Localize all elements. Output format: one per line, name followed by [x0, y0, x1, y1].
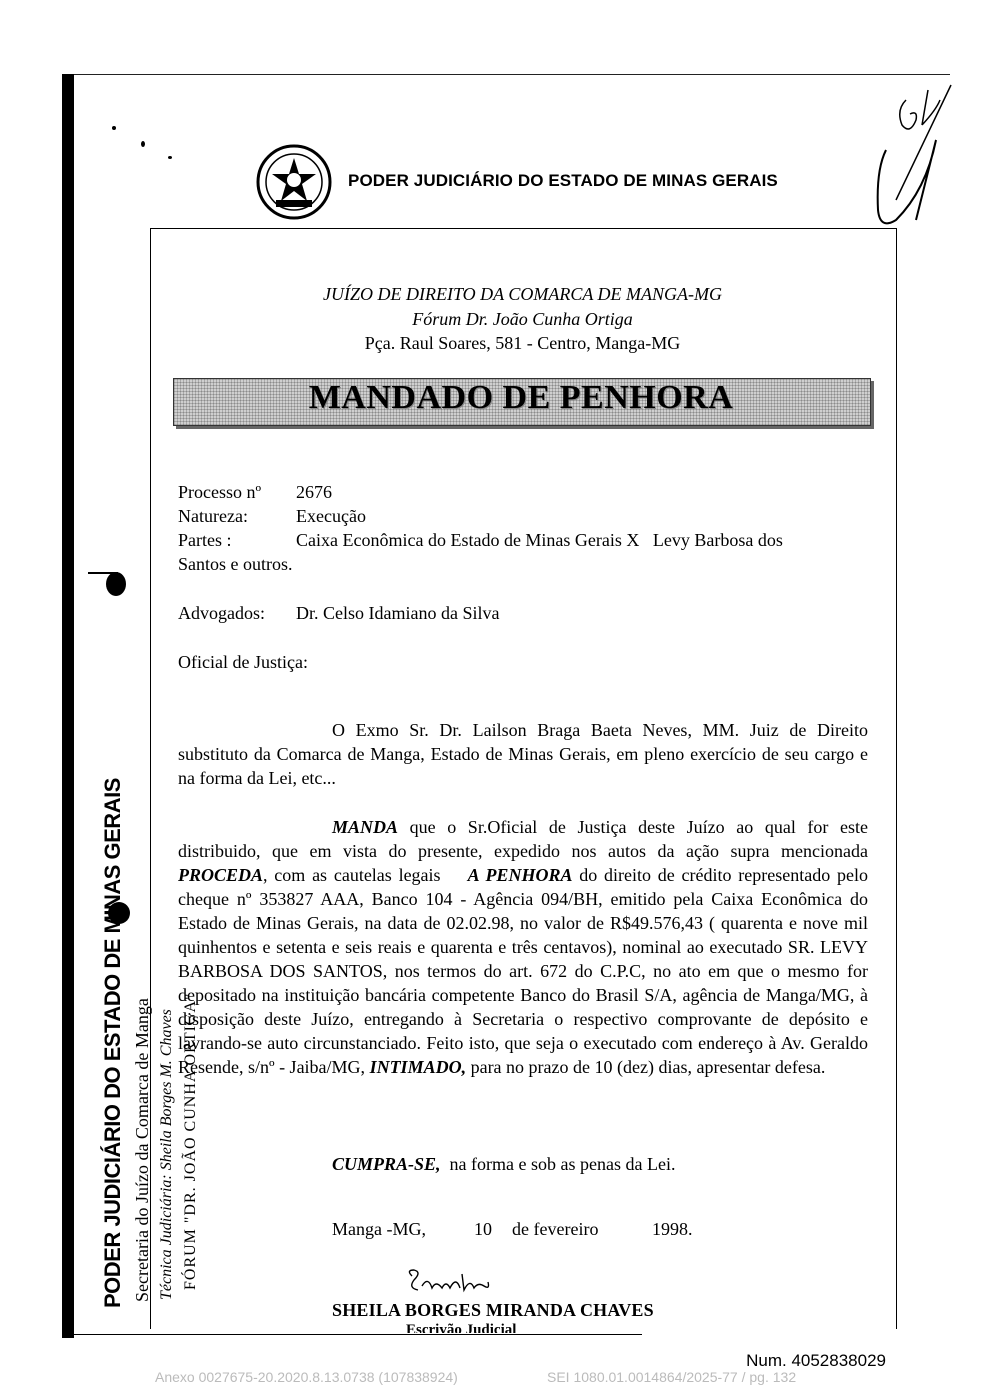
intro-first-line: O Exmo Sr. Dr. Lailson Braga Baeta Neves, MM. Juiz de Direito: [332, 720, 868, 740]
penhora-keyword: A PENHORA: [467, 865, 573, 885]
date-city: Manga -MG,: [332, 1219, 426, 1239]
intro-paragraph: [178, 718, 868, 790]
header-title: PODER JUDICIÁRIO DO ESTADO DE MINAS GERAIS: [348, 171, 778, 190]
order-text-2: , com as cautelas legais: [263, 865, 468, 885]
signer-name: SHEILA BORGES MIRANDA CHAVES: [332, 1300, 654, 1320]
date-month: de fevereiro: [512, 1219, 599, 1239]
partes-continued: Santos e outros.: [178, 554, 293, 574]
left-margin-bar: [62, 74, 74, 1338]
annex-reference: Anexo 0027675-20.2020.8.13.0738 (107838924): [155, 1369, 458, 1385]
partes-value: Caixa Econômica do Estado de Minas Gerais X Levy Barbosa dos: [296, 530, 783, 550]
manda-keyword: MANDA: [332, 817, 399, 837]
date-year: 1998.: [652, 1219, 693, 1239]
stamp-line-2: Secretaria do Juízo da Comarca de Manga: [132, 998, 152, 1302]
state-seal-icon: [256, 144, 332, 220]
proceda-keyword: PROCEDA: [178, 865, 264, 885]
closing-line: [332, 1152, 675, 1176]
ink-speck: [141, 141, 145, 147]
partes-label: Partes :: [178, 530, 232, 550]
processo-value: 2676: [296, 482, 332, 502]
stamp-line-4: FÓRUM "DR. JOÃO CUNHA ORTIGA": [182, 992, 199, 1290]
cumpra-keyword: CUMPRA-SE,: [332, 1154, 441, 1174]
order-text-1: que o Sr.Oficial de Justiça deste Juízo ao qual for este distribuido, que em vista do presente, expedido nos autos da ação supra mencionada: [178, 817, 868, 861]
signer-role: Escrivão Judicial: [406, 1322, 517, 1333]
order-text-3: do direito de crédito representado pelo cheque nº 353827 AAA, Banco 104 - Agência 094/BH, emitido pela Caixa Econômica do Estado de Minas Gerais, na data de 02.02.98, no valor de R$49.576,43 ( quarenta e nove mil quinhentos e setenta e seis reais e quarenta e três centavos), nominal ao executado SR. LEVY BARBOSA DOS SANTOS, nos termos do art. 672 do C.P.C, no ato em que o mesmo for depositado na instituição bancária competente Banco do Brasil S/A, agência de Manga/MG, à disposição deste Juízo, entregando à Secretaria o respectivo comprovante de depósito e lavrando-se auto circunstanciado. Feito isto, que seja o executado com endereço à Av. Geraldo Resende, s/nº - Jaiba/MG,: [178, 865, 868, 1077]
handwritten-signature: [404, 1266, 494, 1298]
bottom-border: [62, 1334, 642, 1335]
court-address: Pça. Raul Soares, 581 - Centro, Manga-MG: [364, 333, 681, 353]
sei-reference: SEI 1080.01.0014864/2025-77 / pg. 132: [547, 1369, 797, 1385]
date-day: 10: [474, 1219, 492, 1239]
ink-speck: [112, 126, 116, 130]
order-paragraph: [178, 815, 868, 1079]
natureza-value: Execução: [296, 506, 366, 526]
court-name: JUÍZO DE DIREITO DA COMARCA DE MANGA-MG: [323, 284, 722, 304]
stamp-line-1: PODER JUDICIÁRIO DO ESTADO DE MINAS GERAIS: [100, 778, 125, 1308]
advogados-value: Dr. Celso Idamiano da Silva: [296, 603, 500, 623]
advogados-label: Advogados:: [178, 603, 265, 623]
ink-speck: [168, 156, 172, 159]
stamp-line-3: Técnica Judiciária: Sheila Borges M. Chaves: [158, 1009, 175, 1300]
processo-label: Processo nº: [178, 482, 262, 502]
intimado-keyword: INTIMADO,: [369, 1057, 467, 1077]
natureza-label: Natureza:: [178, 506, 248, 526]
hole-punch-mark: [106, 572, 126, 596]
handwritten-page-number: [866, 80, 956, 230]
document-number: Num. 4052838029: [746, 1351, 886, 1370]
oficial-label: Oficial de Justiça:: [178, 652, 308, 672]
intro-rest: substituto da Comarca de Manga, Estado de Minas Gerais, em pleno exercício de seu cargo e na forma da Lei, etc...: [178, 744, 868, 788]
ink-dash: [88, 572, 118, 574]
closing-rest: na forma e sob as penas da Lei.: [440, 1154, 676, 1174]
document-title: MANDADO DE PENHORA: [308, 379, 734, 416]
top-border: [62, 74, 950, 75]
order-text-4: para no prazo de 10 (dez) dias, apresentar defesa.: [466, 1057, 826, 1077]
forum-name: Fórum Dr. João Cunha Ortiga: [412, 309, 633, 329]
